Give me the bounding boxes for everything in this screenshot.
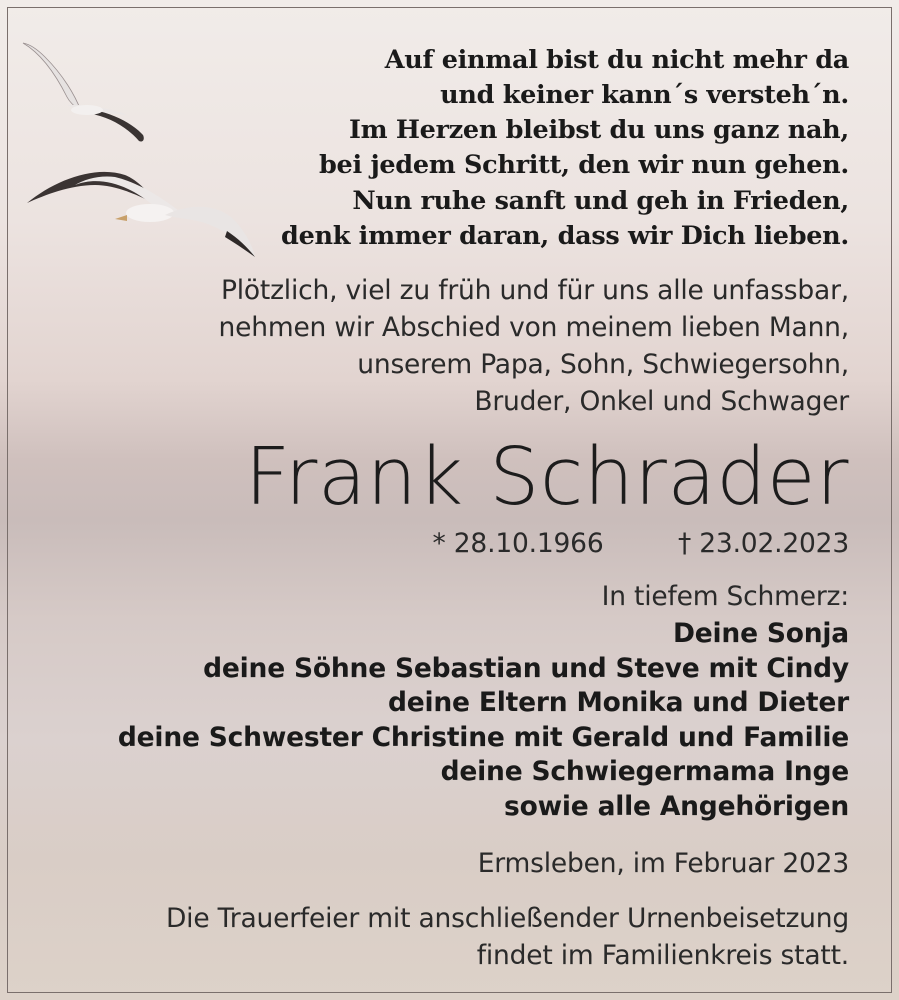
poem-line: und keiner kann´s versteh´n. bbox=[440, 80, 849, 110]
intro-line: Plötzlich, viel zu früh und für uns alle unfassbar, bbox=[220, 275, 849, 306]
funeral-note-line: Die Trauerfeier mit anschließender Urnenbeisetzung bbox=[165, 903, 849, 934]
intro-line: Bruder, Onkel und Schwager bbox=[474, 386, 849, 417]
mourners-heading: In tiefem Schmerz: bbox=[601, 581, 849, 612]
funeral-note-line: findet im Familienkreis statt. bbox=[476, 940, 849, 971]
seagull-small bbox=[23, 43, 144, 142]
mourner-line: sowie alle Angehörigen bbox=[504, 790, 849, 822]
birth-date: * 28.10.1966 bbox=[432, 528, 604, 559]
funeral-note bbox=[166, 900, 849, 974]
poem-line: denk immer daran, dass wir Dich lieben. bbox=[281, 221, 849, 251]
intro-line: unserem Papa, Sohn, Schwiegersohn, bbox=[357, 349, 849, 380]
place-and-date: Ermsleben, im Februar 2023 bbox=[477, 848, 849, 879]
mourner-line: deine Schwiegermama Inge bbox=[440, 756, 849, 787]
seagull-large bbox=[27, 172, 255, 257]
mourners-list bbox=[118, 617, 849, 824]
intro-text bbox=[219, 272, 849, 420]
seagulls-illustration bbox=[15, 35, 275, 265]
death-date: † 23.02.2023 bbox=[677, 528, 849, 559]
mourner-line: deine Söhne Sebastian und Steve mit Cindy bbox=[203, 652, 849, 684]
poem-stanza-2 bbox=[281, 184, 849, 254]
intro-line: nehmen wir Abschied von meinem lieben Mann, bbox=[218, 312, 849, 343]
mourner-line: deine Schwester Christine mit Gerald und Familie bbox=[117, 721, 849, 753]
poem-line: Auf einmal bist du nicht mehr da bbox=[384, 45, 849, 75]
poem-line: Im Herzen bleibst du uns ganz nah, bbox=[348, 115, 849, 145]
poem-stanza-1 bbox=[319, 43, 849, 183]
deceased-name: Frank Schrader bbox=[244, 431, 849, 523]
poem-line: Nun ruhe sanft und geh in Frieden, bbox=[352, 186, 849, 216]
poem-line: bei jedem Schritt, den wir nun gehen. bbox=[319, 150, 849, 180]
mourner-line: deine Eltern Monika und Dieter bbox=[387, 687, 849, 718]
mourner-line: Deine Sonja bbox=[672, 618, 849, 649]
life-dates bbox=[433, 525, 850, 562]
